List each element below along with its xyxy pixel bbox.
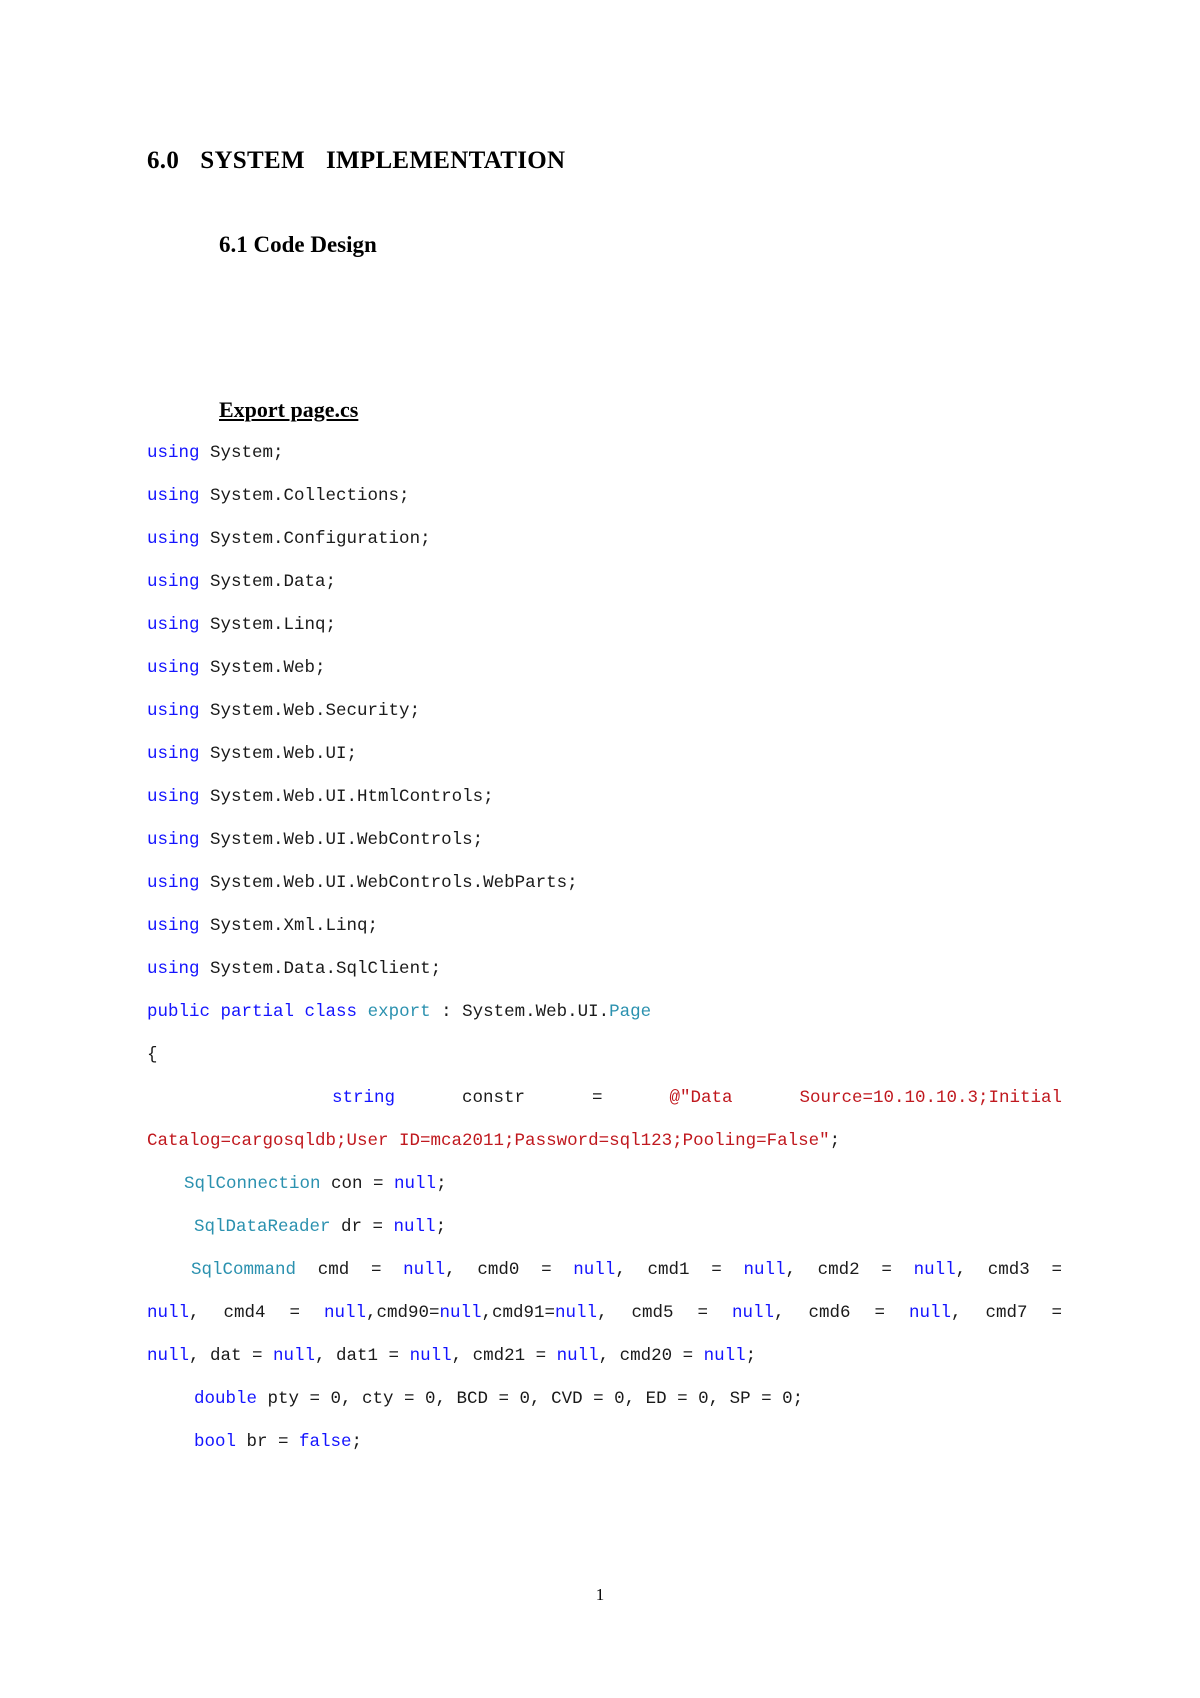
subsection-heading: 6.1 Code Design bbox=[219, 232, 377, 257]
keyword: using bbox=[147, 658, 200, 678]
code-line-constr bbox=[147, 1087, 1062, 1109]
base-type: Page bbox=[609, 1002, 652, 1022]
string-literal: Source=10.10.10.3;Initial bbox=[799, 1088, 1062, 1108]
string-literal: Catalog=cargosqldb;User ID=mca2011;Password=sql123;Pooling=False" bbox=[147, 1131, 830, 1151]
type: SqlCommand bbox=[191, 1260, 297, 1280]
code-line-using bbox=[147, 442, 1062, 464]
keyword: using bbox=[147, 916, 200, 936]
code-line-double bbox=[194, 1388, 1109, 1410]
code-line-using bbox=[147, 915, 1062, 937]
page-number: 1 bbox=[595, 1585, 605, 1604]
string-literal: @"Data bbox=[669, 1088, 733, 1108]
namespace: System.Collections; bbox=[210, 486, 410, 506]
variable: constr bbox=[461, 1088, 525, 1108]
namespace: System.Web.UI; bbox=[210, 744, 358, 764]
declaration: pty = 0, cty = 0, BCD = 0, CVD = 0, ED = 0, SP = 0; bbox=[257, 1389, 804, 1409]
code-line-sqlcommand-cont: null, cmd4 = null,cmd90=null,cmd91=null, cmd5 = null, cmd6 = null, cmd7 = bbox=[147, 1303, 1063, 1323]
keyword: public partial class bbox=[147, 1002, 358, 1022]
code-line-using bbox=[147, 528, 1062, 550]
class-separator: : System.Web.UI. bbox=[430, 1002, 610, 1022]
code-line-using bbox=[147, 958, 1062, 980]
code-line-using bbox=[147, 829, 1062, 851]
namespace: System.Web.UI.WebControls.WebParts; bbox=[210, 873, 578, 893]
code-line-sqlcommand-cont: null, dat = null, dat1 = null, cmd21 = null, cmd20 = null; bbox=[147, 1346, 757, 1366]
code-line-bool bbox=[194, 1431, 1109, 1453]
semicolon: ; bbox=[435, 1217, 447, 1237]
code-line-constr-cont bbox=[147, 1130, 1062, 1152]
keyword: using bbox=[147, 830, 200, 850]
type: SqlDataReader bbox=[194, 1217, 331, 1237]
keyword: false bbox=[299, 1432, 352, 1452]
code-line-brace: { bbox=[147, 1045, 158, 1065]
namespace: System; bbox=[210, 443, 284, 463]
namespace: System.Web.UI.HtmlControls; bbox=[210, 787, 494, 807]
keyword: string bbox=[332, 1088, 396, 1108]
declaration: con = bbox=[320, 1174, 395, 1194]
keyword: using bbox=[147, 443, 200, 463]
keyword: using bbox=[147, 959, 200, 979]
operator: = bbox=[591, 1088, 603, 1108]
code-line-using bbox=[147, 743, 1062, 765]
file-title: Export page.cs bbox=[219, 397, 359, 422]
keyword: bool bbox=[194, 1432, 237, 1452]
code-line-using bbox=[147, 872, 1062, 894]
code-line-sqldatareader bbox=[194, 1216, 1109, 1238]
namespace: System.Data.SqlClient; bbox=[210, 959, 442, 979]
semicolon: ; bbox=[829, 1131, 841, 1151]
namespace: System.Web.UI.WebControls; bbox=[210, 830, 484, 850]
code-line-using bbox=[147, 700, 1062, 722]
keyword: using bbox=[147, 701, 200, 721]
keyword: using bbox=[147, 529, 200, 549]
declaration: br = bbox=[236, 1432, 300, 1452]
namespace: System.Web.Security; bbox=[210, 701, 421, 721]
section-heading: 6.0 SYSTEM IMPLEMENTATION bbox=[147, 147, 566, 174]
code-line-sqlcommand: SqlCommand cmd = null, cmd0 = null, cmd1 = null, cmd2 = null, cmd3 = bbox=[191, 1260, 1063, 1280]
keyword: using bbox=[147, 873, 200, 893]
keyword: null bbox=[393, 1217, 436, 1237]
code-line-using bbox=[147, 657, 1062, 679]
class-name: export bbox=[367, 1002, 431, 1022]
namespace: System.Xml.Linq; bbox=[210, 916, 379, 936]
code-line-sqlconnection bbox=[184, 1173, 1099, 1195]
keyword: using bbox=[147, 615, 200, 635]
code-line-using bbox=[147, 614, 1062, 636]
type: SqlConnection bbox=[184, 1174, 321, 1194]
keyword: using bbox=[147, 744, 200, 764]
code-line-class-decl bbox=[147, 1001, 1062, 1023]
keyword: null bbox=[394, 1174, 437, 1194]
keyword: using bbox=[147, 572, 200, 592]
keyword: using bbox=[147, 486, 200, 506]
semicolon: ; bbox=[436, 1174, 447, 1194]
namespace: System.Data; bbox=[210, 572, 337, 592]
namespace: System.Configuration; bbox=[210, 529, 431, 549]
declaration: dr = bbox=[330, 1217, 394, 1237]
namespace: System.Linq; bbox=[210, 615, 337, 635]
code-line-using bbox=[147, 485, 1062, 507]
code-line-using bbox=[147, 571, 1062, 593]
keyword: using bbox=[147, 787, 200, 807]
semicolon: ; bbox=[351, 1432, 363, 1452]
namespace: System.Web; bbox=[210, 658, 326, 678]
keyword: double bbox=[194, 1389, 258, 1409]
code-line-using bbox=[147, 786, 1062, 808]
